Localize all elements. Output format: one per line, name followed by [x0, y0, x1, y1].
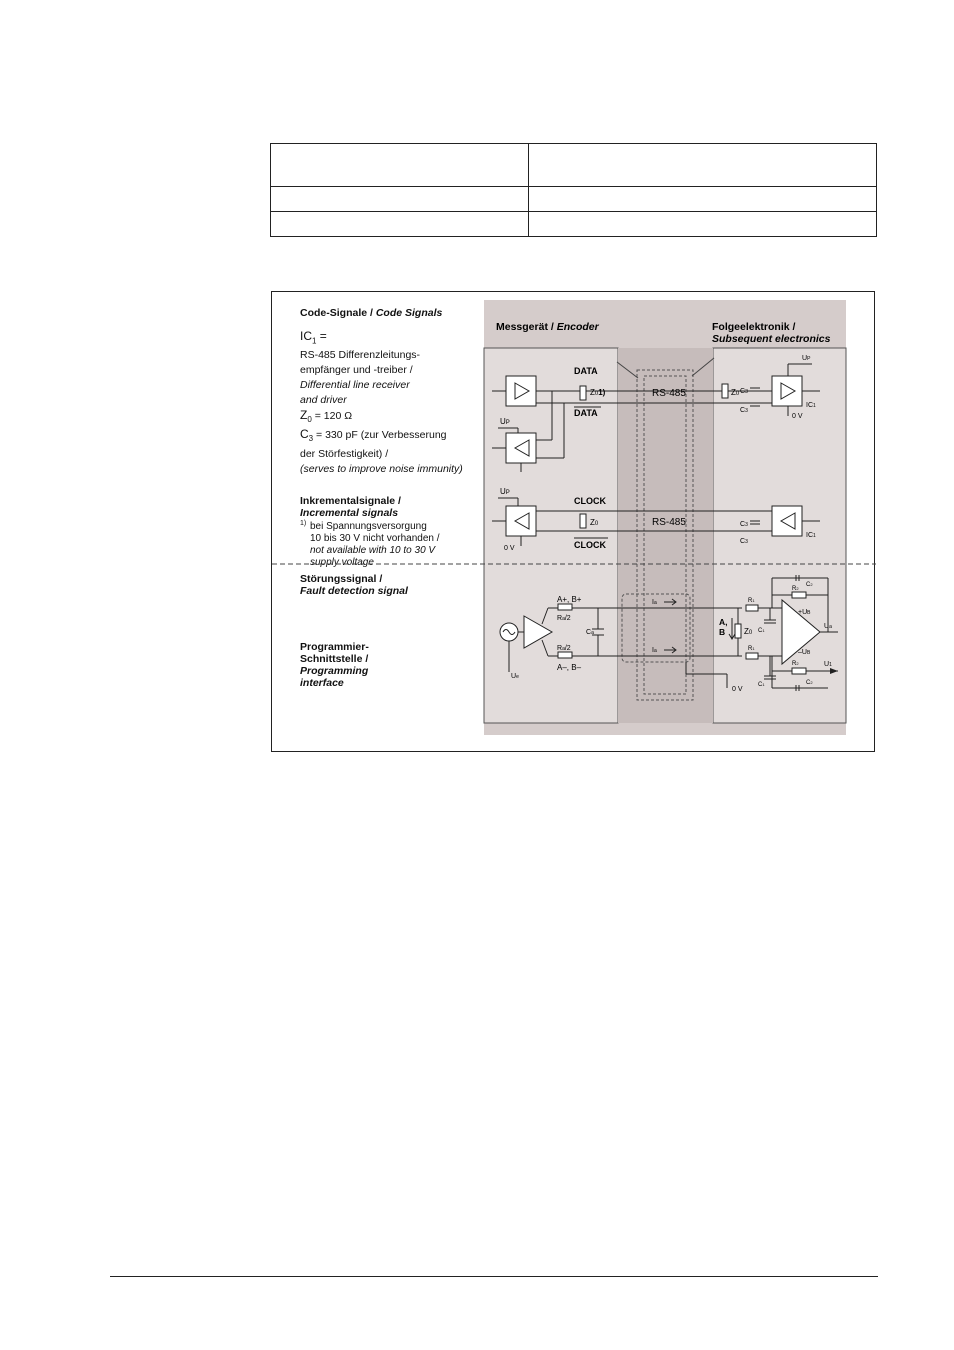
circuit-diagram	[272, 292, 876, 753]
z0-label: Z0	[590, 518, 599, 527]
ic1-definition: $IC_1$ =	[300, 329, 327, 346]
c2-label: C2	[806, 582, 813, 588]
zero-v-label: 0 V	[732, 686, 743, 693]
encoder-label: Messgerät / Encoder	[496, 321, 599, 333]
ia-label: Ia	[652, 647, 657, 654]
ia-label: Ia	[652, 599, 657, 606]
zero-v-label: 0 V	[792, 413, 803, 420]
prog-heading: Programmier-	[300, 640, 369, 653]
z0-resistor	[580, 386, 586, 400]
up-label: UP	[500, 417, 510, 426]
c3-label: C3	[740, 538, 748, 545]
receiver-box-right	[772, 376, 802, 406]
zero-v-label: 0 V	[504, 545, 515, 552]
minus-ub-label: –UB	[798, 649, 811, 656]
incremental-heading-en: Incremental signals	[300, 506, 399, 519]
r1-label: R1	[748, 598, 755, 604]
ab-label: A,	[719, 617, 728, 627]
interface-figure	[271, 291, 875, 752]
code-signals-heading: Code-Signale / Code Signals	[300, 307, 443, 319]
footnote: 1) bei Spannungsversorgung 10 bis 30 V nicht vorhanden / not available with 10 to 30 V supply voltage	[300, 519, 440, 568]
prog-heading: Schnittstelle /	[300, 652, 369, 665]
u1-label: U1	[824, 661, 832, 668]
ic1-desc-en: and driver	[300, 394, 347, 407]
clock-bar-label: CLOCK	[574, 540, 606, 550]
fault-heading: Störungssignal /	[300, 572, 383, 585]
receiver-box	[506, 433, 536, 463]
subsequent-label: Folgeelektronik /	[712, 321, 796, 333]
table-cell	[271, 212, 529, 237]
a-minus-label: A–, B–	[557, 663, 582, 672]
z0-resistor-right	[722, 384, 728, 398]
c1-label: C1	[758, 682, 765, 688]
ra2-label: Ra/2	[557, 645, 571, 652]
table-cell	[271, 144, 529, 187]
data-label: DATA	[574, 366, 598, 376]
clock-driver-box	[506, 506, 536, 536]
r2-label: R2	[792, 661, 799, 667]
c3-desc: der Störfestigkeit) /	[300, 447, 389, 460]
ab-label: B	[719, 627, 726, 637]
r1-label: R1	[748, 646, 755, 652]
ic1-label: IC1	[806, 402, 816, 409]
c1-label: C1	[758, 628, 765, 634]
header-table	[270, 143, 877, 237]
r2-label: R2	[792, 586, 799, 592]
c2-label: C2	[806, 680, 813, 686]
up-label: UP	[500, 487, 510, 496]
ic1-desc-en: Differential line receiver	[300, 379, 410, 392]
fault-heading-en: Fault detection signal	[300, 584, 408, 597]
table-cell	[271, 187, 529, 212]
rs485-label: RS-485	[652, 388, 686, 399]
z0-definition: $Z_0 = 120$ Ω	[300, 408, 353, 425]
table-cell	[529, 212, 877, 237]
up-label-right: UP	[802, 355, 811, 362]
c3-definition: $C_3 = 330$ pF (zur Verbesserung	[300, 427, 447, 444]
ra2-label: Ra/2	[557, 615, 571, 622]
z0-label: Z0	[744, 627, 753, 636]
table-cell	[529, 187, 877, 212]
plus-ub-label: +UB	[798, 609, 811, 616]
rs485-label: RS-485	[652, 517, 686, 528]
c3-label: C3	[740, 388, 748, 395]
cable-zone	[618, 348, 713, 723]
prog-heading-en: Programming	[300, 664, 369, 677]
ua-label: Ua	[824, 623, 832, 630]
ca-label: Ca	[586, 629, 594, 636]
ue-label: Ue	[511, 673, 519, 680]
subsequent-label-en: Subsequent electronics	[712, 333, 831, 345]
a-plus-label: A+, B+	[557, 595, 582, 604]
data-bar-label: DATA	[574, 408, 598, 418]
ic1-desc: empfänger und -treiber /	[300, 364, 413, 377]
clock-label: CLOCK	[574, 496, 606, 506]
table-cell	[529, 144, 877, 187]
c3-label: C3	[740, 407, 748, 414]
ic1-label: IC1	[806, 532, 816, 539]
driver-box	[506, 376, 536, 406]
prog-heading-en: interface	[300, 676, 344, 689]
ic1-desc: RS-485 Differenzleitungs-	[300, 349, 421, 362]
footer-rule	[110, 1276, 878, 1277]
encoder-panel	[484, 348, 618, 723]
incremental-heading: Inkrementalsignale /	[300, 494, 401, 507]
z0-label-right: Z0	[731, 388, 740, 397]
z0-note: Z01)	[590, 388, 606, 397]
c3-label: C3	[740, 521, 748, 528]
c3-desc-en: (serves to improve noise immunity)	[300, 462, 463, 475]
clock-receiver-box	[772, 506, 802, 536]
